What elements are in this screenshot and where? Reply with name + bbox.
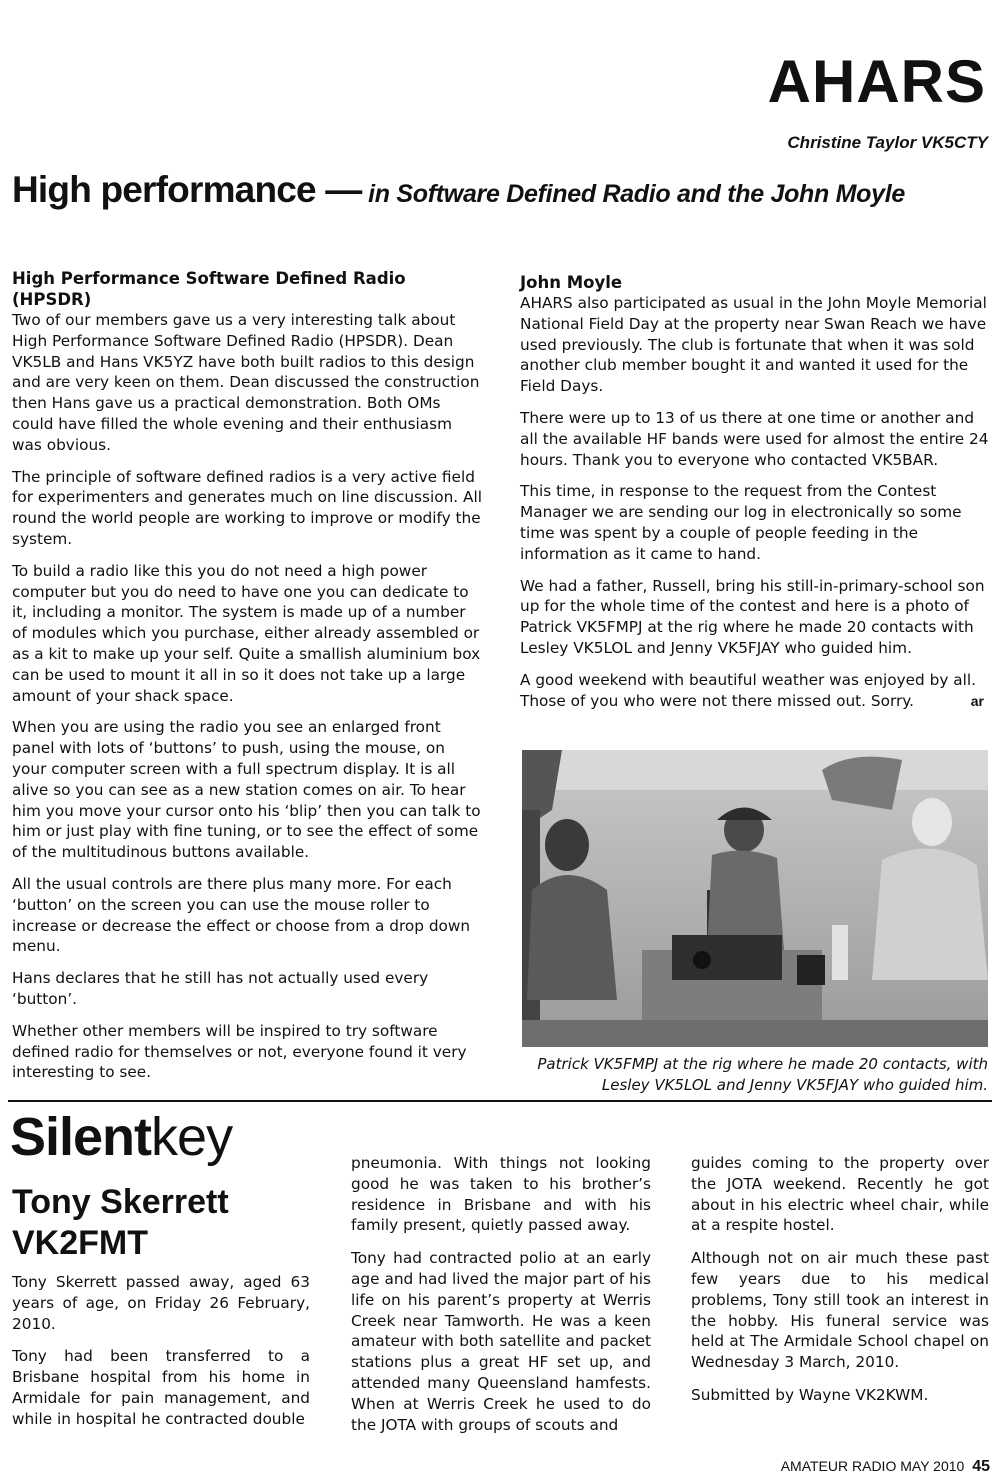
paragraph: Whether other members will be inspired to try software defined radio for themselves or not, everyone found it very interesting to see.: [12, 1021, 467, 1082]
obituary-column-3: [691, 1153, 989, 1418]
paragraph: This time, in response to the request from the Contest Manager we are sending our log in electronically so some time was spent by a couple of people feeding in the information as it came to hand.: [520, 482, 962, 563]
section-divider: [8, 1100, 992, 1102]
silent-key-title-bold: Silent: [10, 1107, 152, 1167]
obituary-name-line: Tony Skerrett: [12, 1183, 229, 1221]
page-footer: [781, 1457, 990, 1476]
publication-name: AMATEUR RADIO MAY 2010: [780, 1458, 965, 1474]
paragraph: We had a father, Russell, bring his still-in-primary-school son up for the whole time of the contest and here is a photo of Patrick VK5FMPJ at the rig where he made 20 contacts with Lesley VK5LOL and Jenny VK5FJAY who guided him.: [520, 576, 985, 657]
paragraph: pneumonia. With things not looking good he was taken to his brother’s residence in Brisbane and with his family present, quietly passed away.: [351, 1154, 651, 1235]
paragraph: There were up to 13 of us there at one time or another and all the available HF bands were used for almost the entire 24 hours. Thank you to everyone who contacted VK5BAR.: [520, 408, 989, 469]
paragraph: Tony had been transferred to a Brisbane hospital from his home in Armidale for pain management, and while in hospital he contracted double: [12, 1347, 310, 1428]
page-number: 45: [972, 1458, 990, 1475]
paragraph: AHARS also participated as usual in the John Moyle Memorial National Field Day at the property near Swan Reach we have used previously. The club is fortunate that when it was sold another club member bought it and wanted it used for the Field Days.: [520, 294, 987, 396]
paragraph: guides coming to the property over the JOTA weekend. Recently he got about in his electric wheel chair, while at a respite hostel.: [691, 1154, 989, 1235]
paragraph: Tony had contracted polio at an early age and had lived the major part of his life on his parent’s property at Werris Creek near Tamworth. He was a keen amateur with both satellite and packet stations plus a great HF set up, and attended many Queensland hamfests. When at Werris Creek he used to do the JOTA with groups of scouts and: [351, 1249, 651, 1434]
photo-illustration: [522, 750, 988, 1047]
closing-paragraph: [520, 670, 990, 712]
author-byline: Christine Taylor VK5CTY: [787, 133, 988, 152]
hpsdr-heading: High Performance Software Defined Radio (HPSDR): [12, 269, 406, 309]
paragraph: Although not on air much these past few years due to his medical problems, Tony still took an interest in the hobby. His funeral service was held at The Armidale School chapel on Wednesday 3 March, 2010.: [691, 1249, 989, 1372]
photo-caption: Patrick VK5FMPJ at the rig where he made 20 contacts, with Lesley VK5LOL and Jenny VK5FJAY who guided him.: [537, 1055, 988, 1094]
paragraph: All the usual controls are there plus many more. For each ‘button’ on the screen you can use the mouse roller to increase or decrease the effect or choose from a drop down menu.: [12, 874, 471, 956]
john-moyle-heading: John Moyle: [520, 273, 623, 292]
paragraph: To build a radio like this you do not need a high power computer but you do need to have one you can dedicate to it, including a monitor. The system is made up of a number of modules which you purchase, either already assembled or as a kit to make up your self. Quite a smallish aluminium box can be used to mount it all in so it does not take up a large amount of your shack space.: [12, 561, 481, 705]
article-headline: [12, 171, 905, 208]
obituary-name: [12, 1182, 229, 1264]
paragraph: When you are using the radio you see an enlarged front panel with lots of ‘buttons’ to push, using the mouse, on your computer screen with a full spectrum display. It is all alive so you can see as a new station comes on air. To hear him you move your cursor onto his ‘blip’ then you can talk to him or just play with fine tuning, or to see the effect of some of the multitudinous buttons available.: [12, 718, 481, 862]
paragraph: Two of our members gave us a very interesting talk about High Performance Software Defined Radio (HPSDR). Dean VK5LB and Hans VK5YZ have both built radios to this design and are very keen on them. Dean discussed the construction then Hans gave us a practical demonstration. Both OMs could have filled the whole evening and their enthusiasm was obvious.: [12, 311, 480, 454]
field-day-photo: [522, 750, 988, 1047]
closing-text: A good weekend with beautiful weather was enjoyed by all. Those of you who were not there missed out. Sorry.: [520, 670, 976, 710]
obituary-column-2: [351, 1153, 651, 1447]
silent-key-title-light: key: [151, 1107, 233, 1167]
paragraph: Submitted by Wayne VK2KWM.: [691, 1385, 929, 1404]
headline-subtitle: in Software Defined Radio and the John Moyle: [361, 180, 905, 208]
left-article-column: [12, 268, 484, 1094]
obituary-column-1: [12, 1272, 310, 1442]
silent-key-title: [10, 1107, 233, 1167]
right-article-column: [520, 272, 990, 722]
paragraph: Hans declares that he still has not actually used every ‘button’.: [12, 969, 429, 1008]
obituary-callsign: VK2FMT: [12, 1224, 148, 1262]
paragraph: The principle of software defined radios is a very active field for experimenters and generates much on line discussion. All round the world people are working to improve or modify the system.: [12, 467, 482, 548]
paragraph: Tony Skerrett passed away, aged 63 years of age, on Friday 26 February, 2010.: [12, 1273, 310, 1333]
end-mark: ar: [970, 692, 984, 709]
headline-main: High performance —: [12, 169, 362, 210]
section-masthead: AHARS: [767, 48, 986, 115]
